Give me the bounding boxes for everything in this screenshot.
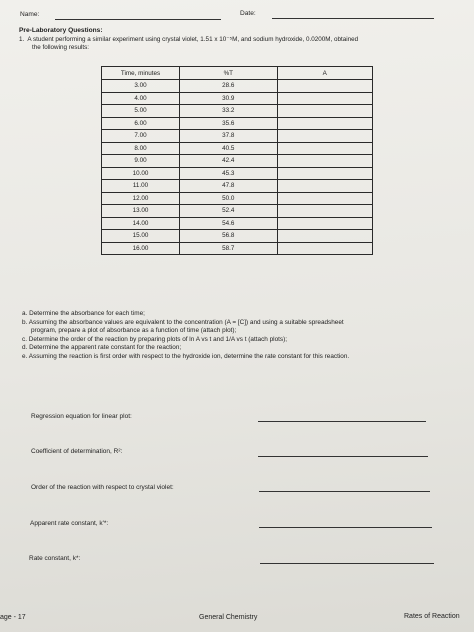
time-cell: 12.00 (102, 192, 180, 205)
regression-answer-line[interactable] (258, 421, 426, 422)
date-line (272, 18, 434, 19)
percent-t-cell: 56.8 (180, 230, 278, 243)
coefficient-answer-line[interactable] (258, 456, 428, 457)
table-row (102, 205, 373, 218)
absorbance-cell[interactable] (277, 80, 372, 93)
table-row (102, 192, 373, 205)
table-row (102, 92, 373, 105)
percent-t-cell: 40.5 (180, 142, 278, 155)
part-c: c. Determine the order of the reaction by preparing plots of ln A vs t and 1/A vs t (attach plots); (22, 335, 287, 343)
absorbance-cell[interactable] (277, 167, 372, 180)
regression-label: Regression equation for linear plot: (31, 413, 132, 420)
header-absorbance: A (277, 67, 372, 80)
question-line-1: A student performing a similar experiment using crystal violet, 1.51 x 10⁻⁵M, and sodium hydroxide, 0.0200M, obtained (27, 36, 359, 43)
percent-t-cell: 37.8 (180, 130, 278, 143)
part-b-line-1: b. Assuming the absorbance values are equivalent to the concentration (A = [C]) and using a suitable spreadsheet (22, 318, 344, 326)
question-text (19, 36, 469, 53)
time-cell: 7.00 (102, 130, 180, 143)
absorbance-cell[interactable] (277, 242, 372, 255)
table-header-row (102, 67, 373, 80)
absorbance-cell[interactable] (277, 142, 372, 155)
name-line (55, 19, 221, 20)
percent-t-cell: 54.6 (180, 217, 278, 230)
header-percent-t: %T (180, 67, 278, 80)
time-cell: 14.00 (102, 217, 180, 230)
table-row (102, 142, 373, 155)
absorbance-cell[interactable] (277, 205, 372, 218)
time-cell: 13.00 (102, 205, 180, 218)
percent-t-cell: 30.9 (180, 92, 278, 105)
table-row (102, 80, 373, 93)
table-row (102, 130, 373, 143)
part-d: d. Determine the apparent rate constant for the reaction; (22, 344, 182, 352)
time-cell: 15.00 (102, 230, 180, 243)
order-label: Order of the reaction with respect to crystal violet: (31, 484, 174, 491)
part-a: a. Determine the absorbance for each time; (22, 310, 145, 317)
absorbance-cell[interactable] (277, 230, 372, 243)
apparent-k-label: Apparent rate constant, k'*: (30, 520, 109, 527)
results-table (101, 66, 373, 255)
percent-t-cell: 58.7 (180, 242, 278, 255)
time-cell: 6.00 (102, 117, 180, 130)
part-b-line-2: program, prepare a plot of absorbance as a function of time (attach plot); (31, 327, 237, 335)
order-answer-line[interactable] (259, 491, 430, 492)
section-title: Pre-Laboratory Questions: (19, 27, 103, 34)
time-cell: 11.00 (102, 180, 180, 193)
table-row (102, 230, 373, 243)
time-cell: 3.00 (102, 80, 180, 93)
table-row (102, 217, 373, 230)
table-row (102, 155, 373, 168)
absorbance-cell[interactable] (277, 155, 372, 168)
question-line-2: the following results: (32, 44, 90, 52)
table-row (102, 117, 373, 130)
absorbance-cell[interactable] (277, 180, 372, 193)
time-cell: 5.00 (102, 105, 180, 118)
table-row (102, 167, 373, 180)
rate-k-answer-line[interactable] (260, 563, 434, 564)
question-parts (22, 310, 470, 362)
table-row (102, 105, 373, 118)
apparent-k-answer-line[interactable] (259, 527, 432, 528)
rate-k-label: Rate constant, k*: (29, 555, 81, 562)
coefficient-label: Coefficient of determination, R²: (31, 448, 123, 455)
time-cell: 16.00 (102, 242, 180, 255)
time-cell: 10.00 (102, 167, 180, 180)
footer-course: General Chemistry (199, 614, 258, 621)
table-row (102, 242, 373, 255)
footer-page-number: age - 17 (0, 614, 26, 621)
time-cell: 8.00 (102, 142, 180, 155)
name-label: Name: (20, 11, 40, 18)
date-label: Date: (240, 10, 256, 17)
header-time: Time, minutes (102, 67, 180, 80)
percent-t-cell: 45.3 (180, 167, 278, 180)
part-e: e. Assuming the reaction is first order with respect to the hydroxide ion, determine the rate constant for this reaction. (22, 352, 350, 360)
footer-chapter: Rates of Reaction (404, 613, 460, 620)
percent-t-cell: 47.8 (180, 180, 278, 193)
time-cell: 4.00 (102, 92, 180, 105)
absorbance-cell[interactable] (277, 130, 372, 143)
absorbance-cell[interactable] (277, 92, 372, 105)
percent-t-cell: 35.6 (180, 117, 278, 130)
percent-t-cell: 42.4 (180, 155, 278, 168)
time-cell: 9.00 (102, 155, 180, 168)
percent-t-cell: 28.6 (180, 80, 278, 93)
absorbance-cell[interactable] (277, 217, 372, 230)
question-number: 1. (19, 36, 25, 43)
percent-t-cell: 52.4 (180, 205, 278, 218)
absorbance-cell[interactable] (277, 105, 372, 118)
percent-t-cell: 33.2 (180, 105, 278, 118)
absorbance-cell[interactable] (277, 192, 372, 205)
table-row (102, 180, 373, 193)
percent-t-cell: 50.0 (180, 192, 278, 205)
absorbance-cell[interactable] (277, 117, 372, 130)
